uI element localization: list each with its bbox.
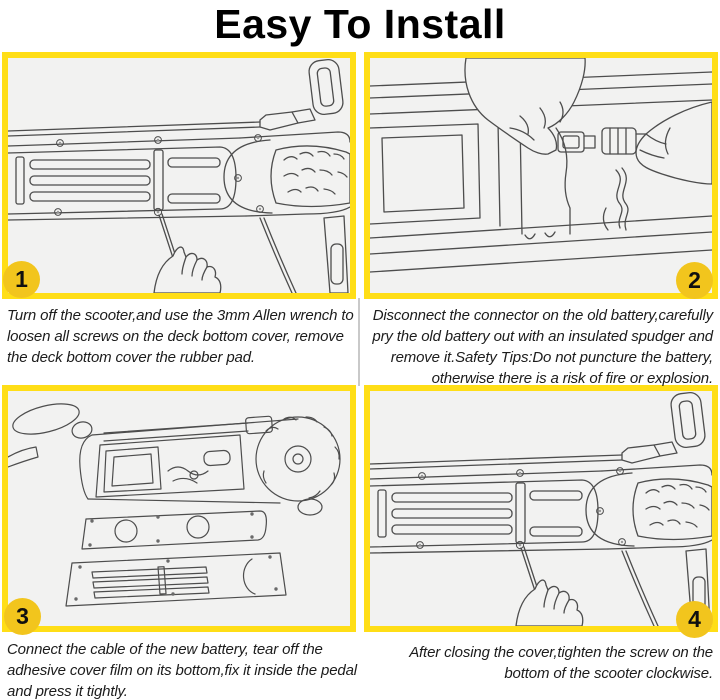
step-number-badge-2: 2	[676, 262, 713, 299]
step-number-badge-1: 1	[3, 261, 40, 298]
step-number-badge-4: 4	[676, 601, 713, 638]
new-battery-covers-illustration	[8, 391, 350, 626]
caption-line: pry the old battery out with an insulated spudger and	[372, 328, 713, 345]
caption-line: the deck bottom cover the rubber pad.	[7, 349, 255, 366]
caption-line: bottom of the scooter clockwise.	[504, 665, 713, 682]
step-caption-3	[7, 639, 355, 700]
page-title: Easy To Install	[214, 1, 506, 47]
caption-divider-line	[358, 298, 360, 386]
caption-line: remove it.Safety Tips:Do not puncture the battery,	[390, 349, 713, 366]
step-caption-2	[365, 305, 713, 389]
caption-line: Disconnect the connector on the old battery,carefully	[372, 307, 713, 324]
step-panel-1	[2, 52, 356, 299]
caption-line: and press it tightly.	[7, 683, 128, 700]
caption-line: Turn off the scooter,and use the 3mm Allen wrench to	[7, 307, 354, 324]
step-caption-1	[7, 305, 355, 368]
caption-line: otherwise there is a risk of fire or explosion.	[431, 370, 713, 387]
step-panel-4	[364, 385, 718, 632]
step-number-badge-3: 3	[4, 598, 41, 635]
tighten-screw-illustration	[370, 391, 712, 626]
caption-line: After closing the cover,tighten the screw on the	[409, 644, 713, 661]
caption-line: loosen all screws on the deck bottom cover, remove	[7, 328, 344, 345]
caption-line: adhesive cover film on its bottom,fix it inside the pedal	[7, 662, 357, 679]
deck-bottom-allen-wrench-illustration	[8, 58, 350, 293]
step-caption-4	[365, 642, 713, 684]
caption-line: Connect the cable of the new battery, tear off the	[7, 641, 323, 658]
step-panel-3	[2, 385, 356, 632]
step-panel-2	[364, 52, 718, 299]
disconnect-battery-connector-illustration	[370, 58, 712, 293]
